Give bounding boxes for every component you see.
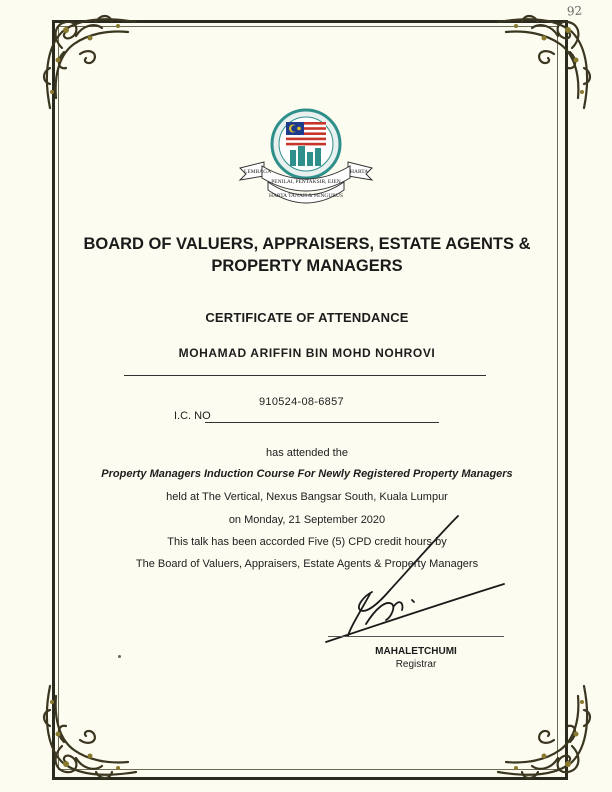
issuer-text: The Board of Valuers, Appraisers, Estate Agents & Property Managers [135, 558, 479, 570]
corner-ornament-top-right [488, 8, 598, 118]
emblem-ribbon-left-text: LEMBAGA [244, 169, 272, 175]
signature-line [328, 636, 504, 637]
emblem-ribbon-line2: HARTA TANAH & PENGURUS [268, 193, 344, 199]
board-title-line1: BOARD OF VALUERS, APPRAISERS, ESTATE AGENTS & [83, 235, 531, 253]
board-emblem-logo [234, 106, 378, 216]
signatory-name: MAHALETCHUMI [375, 646, 457, 657]
recipient-name-underline [124, 375, 486, 376]
board-title [60, 233, 554, 277]
corner-ornament-top-left [36, 8, 146, 118]
corner-ornament-bottom-left [36, 676, 146, 786]
paper-speck [118, 655, 121, 658]
attended-text: has attended the [266, 447, 348, 459]
course-name: Property Managers Induction Course For Newly Registered Property Managers [101, 468, 513, 480]
event-date: on Monday, 21 September 2020 [228, 514, 386, 526]
venue-text: held at The Vertical, Nexus Bangsar South, Kuala Lumpur [166, 491, 448, 503]
board-title-line2: PROPERTY MANAGERS [211, 257, 403, 275]
emblem-ribbon-line1: PENILAI, PENTAKSIR, EJEN [271, 179, 341, 185]
ic-number-underline [205, 422, 439, 423]
page-note: 92 [566, 3, 583, 19]
signatory-title: Registrar [395, 659, 437, 670]
ic-number-label: I.C. NO [174, 410, 211, 422]
recipient-name: MOHAMAD ARIFFIN BIN MOHD NOHROVI [178, 346, 436, 360]
registrar-signature [320, 512, 510, 652]
corner-ornament-bottom-right [488, 676, 598, 786]
emblem-ribbon-right-text: HARTA [350, 169, 369, 175]
cpd-text: This talk has been accorded Five (5) CPD credit hours by [167, 536, 447, 548]
ic-number-value: 910524-08-6857 [259, 396, 344, 408]
certificate-type: CERTIFICATE OF ATTENDANCE [205, 310, 409, 325]
